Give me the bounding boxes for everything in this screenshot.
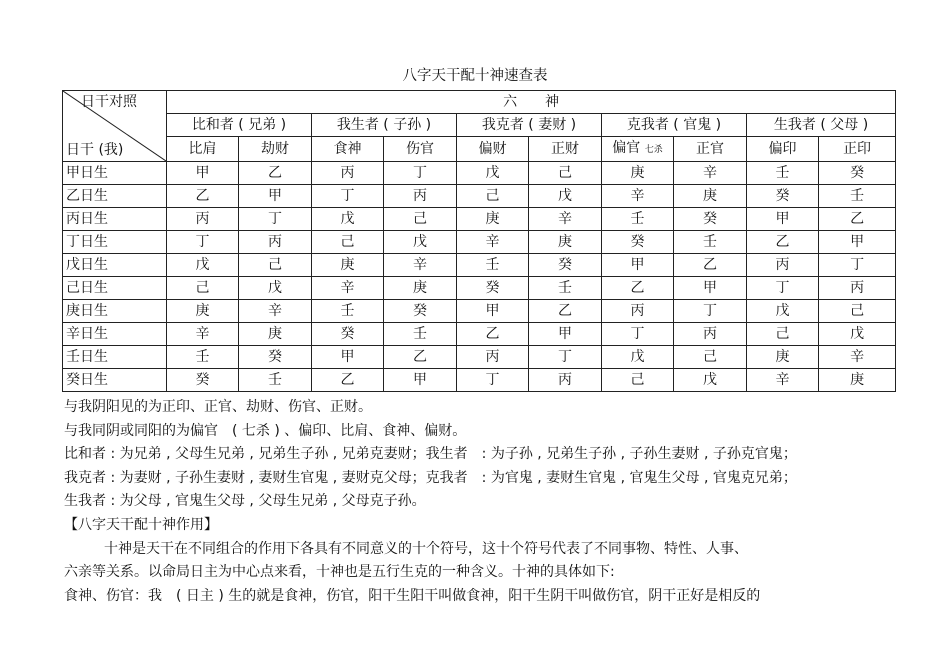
row-label: 戊日生 [63, 254, 167, 277]
row-label: 丁日生 [63, 231, 167, 254]
subheader-label: 偏官 [612, 140, 641, 156]
stem-cell: 己 [239, 254, 312, 277]
subheader-cell: 伤官 [384, 137, 457, 162]
stem-cell: 戊 [529, 185, 602, 208]
stem-cell: 己 [457, 185, 529, 208]
stem-cell: 壬 [819, 185, 896, 208]
stem-cell: 丁 [819, 254, 896, 277]
stem-cell: 己 [529, 162, 602, 185]
category-header: 我克者 ( 妻财 ) [457, 114, 602, 137]
stem-cell: 壬 [602, 208, 674, 231]
stem-cell: 戊 [674, 369, 747, 392]
paragraph-line: 食神、伤官：我 ( 日主 ) 生的就是食神，伤官，阳干生阳干叫做食神，阳干生阴干叫做伤官，阴干正好是相反的 [64, 587, 761, 604]
stem-cell: 壬 [747, 162, 819, 185]
stem-cell: 己 [312, 231, 384, 254]
stem-cell: 己 [602, 369, 674, 392]
stem-cell: 甲 [747, 208, 819, 231]
stem-cell: 丙 [239, 231, 312, 254]
note-line: 比和者 : 为兄弟 , 父母生兄弟 , 兄弟生子孙 , 兄弟克妻财；我生者 : 为子孙 , 兄弟生子孙 , 子孙生妻财 , 子孙克官鬼； [64, 446, 797, 463]
stem-cell: 癸 [674, 208, 747, 231]
table-row [63, 369, 896, 392]
table-row [63, 277, 896, 300]
stem-cell: 辛 [529, 208, 602, 231]
stem-cell: 癸 [384, 300, 457, 323]
stem-cell: 辛 [457, 231, 529, 254]
six-gods-header: 六 神 [167, 91, 896, 114]
stem-cell: 戊 [457, 162, 529, 185]
stem-cell: 辛 [602, 185, 674, 208]
stem-cell: 丙 [167, 208, 239, 231]
stem-cell: 庚 [312, 254, 384, 277]
table-row [63, 254, 896, 277]
stem-cell: 甲 [529, 323, 602, 346]
stem-cell: 丙 [602, 300, 674, 323]
stem-cell: 己 [167, 277, 239, 300]
row-label: 甲日生 [63, 162, 167, 185]
notes-section [64, 396, 924, 608]
stem-cell: 丙 [819, 277, 896, 300]
stem-cell: 壬 [529, 277, 602, 300]
stem-cell: 庚 [529, 231, 602, 254]
stem-cell: 甲 [674, 277, 747, 300]
subheader-row [63, 137, 896, 162]
subheader-cell: 食神 [312, 137, 384, 162]
stem-cell: 戊 [239, 277, 312, 300]
note-line: 生我者 : 为父母 , 官鬼生父母 , 父母生兄弟 , 父母克子孙。 [64, 493, 426, 510]
stem-cell: 丁 [529, 346, 602, 369]
stem-cell: 壬 [674, 231, 747, 254]
table-row [63, 162, 896, 185]
stem-cell: 壬 [384, 323, 457, 346]
stem-cell: 庚 [457, 208, 529, 231]
stem-cell: 壬 [239, 369, 312, 392]
stem-cell: 乙 [747, 231, 819, 254]
stem-cell: 乙 [312, 369, 384, 392]
stem-cell: 癸 [819, 162, 896, 185]
row-label: 辛日生 [63, 323, 167, 346]
category-header: 克我者 ( 官鬼 ) [602, 114, 747, 137]
stem-cell: 庚 [167, 300, 239, 323]
stem-cell: 丙 [529, 369, 602, 392]
stem-cell: 辛 [674, 162, 747, 185]
note-line: 我克者 : 为妻财 , 子孙生妻财 , 妻财生官鬼 , 妻财克父母；克我者 : 为官鬼 , 妻财生官鬼 , 官鬼生父母 , 官鬼克兄弟； [64, 469, 797, 486]
ten-gods-table [62, 90, 896, 392]
stem-cell: 甲 [384, 369, 457, 392]
stem-cell: 戊 [167, 254, 239, 277]
stem-cell: 丙 [457, 346, 529, 369]
stem-cell: 癸 [529, 254, 602, 277]
paragraph-line: 十神是天干在不同组合的作用下各具有不同意义的十个符号，这十个符号代表了不同事物、特性、人事、 [104, 540, 748, 557]
row-label: 壬日生 [63, 346, 167, 369]
category-header: 我生者 ( 子孙 ) [312, 114, 457, 137]
stem-cell: 乙 [457, 323, 529, 346]
stem-cell: 辛 [384, 254, 457, 277]
stem-cell: 癸 [602, 231, 674, 254]
table-row [63, 300, 896, 323]
subheader-cell: 偏印 [747, 137, 819, 162]
subheader-cell: 正财 [529, 137, 602, 162]
stem-cell: 丙 [674, 323, 747, 346]
page-title: 八字天干配十神速查表 [402, 68, 548, 84]
stem-cell: 己 [674, 346, 747, 369]
stem-cell: 丙 [384, 185, 457, 208]
stem-cell: 庚 [239, 323, 312, 346]
stem-cell: 己 [747, 323, 819, 346]
corner-bottom-label: 日干 (我) [66, 142, 124, 158]
stem-cell: 甲 [239, 185, 312, 208]
stem-cell: 丁 [747, 277, 819, 300]
stem-cell: 壬 [457, 254, 529, 277]
stem-cell: 癸 [457, 277, 529, 300]
stem-cell: 甲 [167, 162, 239, 185]
stem-cell: 癸 [239, 346, 312, 369]
stem-cell: 辛 [239, 300, 312, 323]
row-label: 己日生 [63, 277, 167, 300]
stem-cell: 丙 [747, 254, 819, 277]
stem-cell: 癸 [747, 185, 819, 208]
paragraph-line: 六亲等关系。以命局日主为中心点来看，十神也是五行生克的一种含义。十神的具体如下: [64, 564, 615, 581]
stem-cell: 戊 [747, 300, 819, 323]
category-header-row [63, 114, 896, 137]
stem-cell: 戊 [312, 208, 384, 231]
stem-cell: 丁 [167, 231, 239, 254]
stem-cell: 庚 [384, 277, 457, 300]
stem-cell: 辛 [819, 346, 896, 369]
subheader-cell: 正印 [819, 137, 896, 162]
stem-cell: 辛 [312, 277, 384, 300]
table-row [63, 208, 896, 231]
stem-cell: 庚 [747, 346, 819, 369]
stem-cell: 乙 [819, 208, 896, 231]
row-label: 庚日生 [63, 300, 167, 323]
stem-cell: 乙 [239, 162, 312, 185]
stem-cell: 甲 [819, 231, 896, 254]
stem-cell: 癸 [167, 369, 239, 392]
stem-cell: 丁 [457, 369, 529, 392]
stem-cell: 庚 [819, 369, 896, 392]
category-header: 比和者 ( 兄弟 ) [167, 114, 312, 137]
stem-cell: 己 [384, 208, 457, 231]
stem-cell: 丁 [384, 162, 457, 185]
stem-cell: 乙 [602, 277, 674, 300]
stem-cell: 甲 [312, 346, 384, 369]
note-line: 与我同阴或同阳的为偏官 ( 七杀 ) 、偏印、比肩、食神、偏财。 [64, 422, 467, 439]
row-label: 癸日生 [63, 369, 167, 392]
table-body [63, 162, 896, 392]
stem-cell: 丁 [239, 208, 312, 231]
subheader-note: 七杀 [644, 145, 663, 155]
stem-cell: 壬 [312, 300, 384, 323]
group-header-row [63, 91, 896, 114]
subheader-cell [602, 137, 674, 162]
stem-cell: 丙 [312, 162, 384, 185]
stem-cell: 戊 [819, 323, 896, 346]
stem-cell: 庚 [674, 185, 747, 208]
stem-cell: 庚 [602, 162, 674, 185]
row-label: 乙日生 [63, 185, 167, 208]
category-header: 生我者 ( 父母 ) [747, 114, 896, 137]
stem-cell: 丁 [602, 323, 674, 346]
stem-cell: 乙 [167, 185, 239, 208]
subheader-cell: 偏财 [457, 137, 529, 162]
table-row [63, 231, 896, 254]
stem-cell: 乙 [384, 346, 457, 369]
stem-cell: 壬 [167, 346, 239, 369]
note-line: 与我阴阳见的为正印、正官、劫财、伤官、正财。 [64, 399, 372, 415]
corner-header-cell [63, 91, 167, 162]
stem-cell: 辛 [747, 369, 819, 392]
stem-cell: 乙 [674, 254, 747, 277]
stem-cell: 戊 [384, 231, 457, 254]
table-row [63, 346, 896, 369]
stem-cell: 甲 [602, 254, 674, 277]
stem-cell: 戊 [602, 346, 674, 369]
stem-cell: 丁 [312, 185, 384, 208]
stem-cell: 癸 [312, 323, 384, 346]
section-title: 【八字天干配十神作用】 [64, 516, 218, 533]
stem-cell: 乙 [529, 300, 602, 323]
stem-cell: 辛 [167, 323, 239, 346]
table-row [63, 323, 896, 346]
stem-cell: 甲 [457, 300, 529, 323]
corner-top-label: 日干对照 [81, 94, 137, 110]
stem-cell: 丁 [674, 300, 747, 323]
table-row [63, 185, 896, 208]
row-label: 丙日生 [63, 208, 167, 231]
subheader-cell: 劫财 [239, 137, 312, 162]
subheader-cell: 正官 [674, 137, 747, 162]
subheader-cell: 比肩 [167, 137, 239, 162]
stem-cell: 己 [819, 300, 896, 323]
